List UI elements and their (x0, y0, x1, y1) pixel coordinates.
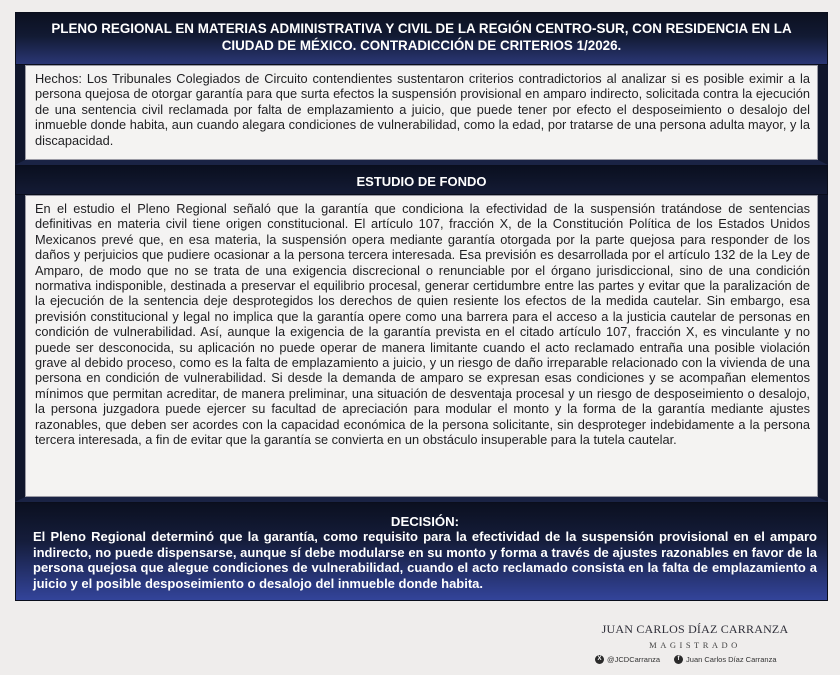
social-facebook-name: Juan Carlos Díaz Carranza (686, 655, 777, 664)
estudio-banner (15, 165, 828, 195)
decision-text: El Pleno Regional determinó que la garantía, como requisito para la efectividad de la suspensión provisional en el amparo indirecto, no puede dispensarse, aunque sí debe modularse en su monto y forma a través de ajustes razonables en favor de la persona quejosa que alegue condiciones de vulnerabilidad, cuando el acto reclamado consista en la falta de emplazamiento a juicio y el posible desposeimiento o desalojo del inmueble donde habita. (33, 529, 817, 591)
social-x-link[interactable] (595, 655, 660, 664)
signature-role: MAGISTRADO (649, 640, 741, 650)
estudio-card (15, 195, 828, 502)
signature-name: JUAN CARLOS DÍAZ CARRANZA (601, 622, 789, 636)
social-x-handle: @JCDCarranza (607, 655, 661, 664)
estudio-title: ESTUDIO DE FONDO (356, 174, 487, 189)
social-links (595, 655, 805, 664)
x-logo-icon: X (595, 655, 604, 664)
facebook-icon: f (674, 655, 683, 664)
document-title: PLENO REGIONAL EN MATERIAS ADMINISTRATIVA Y CIVIL DE LA REGIÓN CENTRO-SUR, CON RESIDENCIA EN LA CIUDAD DE MÉXICO. CONTRADICCIÓN DE CRITERIOS 1/2026. (51, 21, 792, 53)
hechos-card (15, 65, 828, 165)
decision-banner (15, 502, 828, 601)
social-facebook-link[interactable] (674, 655, 776, 664)
estudio-text: En el estudio el Pleno Regional señaló que la garantía que condiciona la efectividad de la suspensión tratándose de sentencias definitivas en materia civil tiene origen constitucional. El artículo 107, fracción X, de la Constitución Política de los Estados Unidos Mexicanos prevé que, en esa materia, la suspensión opera mediante garantía otorgada por la parte quejosa para responder de los daños y perjuicios que pudiere ocasionar a la persona tercera interesada. Esa previsión es desarrollada por el artículo 132 de la Ley de Amparo, de modo que no se trata de una exigencia discrecional o renunciable por el órgano jurisdiccional, sino de una condición normativa indisponible, destinada a preservar el equilibrio procesal, generar certidumbre entre las partes y evitar que la paralización de la ejecución de la sentencia deje desprotegidos los derechos de quien resiente los efectos de la medida cautelar. Sin embargo, esa previsión constitucional y legal no implica que la garantía opere como una barrera para el acceso a la justicia cautelar de personas en condición de vulnerabilidad. Así, aunque la exigencia de la garantía prevista en el citado artículo 107, fracción X, es vinculante y no puede ser desconocida, su aplicación no puede operar de manera limitante cuando el acto reclamado entraña una posible violación grave al debido proceso, como es la falta de emplazamiento a juicio, y un riesgo de daño irreparable relacionado con la vivienda de una persona en condición de vulnerabilidad. Si desde la demanda de amparo se expresan esas condiciones y se acompañan elementos mínimos que permitan acreditar, de manera preliminar, una situación de desventaja procesal y un riesgo de desposeimiento o desalojo, la persona juzgadora puede ejercer su facultad de apreciación para modular el monto y la forma de la garantía mediante ajustes razonables, que deben ser acordes con la capacidad económica de la persona solicitante, sin desproteger indebidamente a la persona tercera interesada, a fin de evitar que la garantía se convierta en un obstáculo insuperable para la tutela cautelar. (25, 195, 818, 497)
signature-block (585, 622, 805, 664)
decision-title: DECISIÓN: (390, 514, 460, 529)
hechos-text: Hechos: Los Tribunales Colegiados de Circuito contendientes sustentaron criterios contradictorios al analizar si es posible eximir a la persona quejosa de otorgar garantía para que surta efectos la suspensión provisional en amparo indirecto, solicitada contra la ejecución de una sentencia civil reclamada por falta de emplazamiento a juicio, que puede tener por efecto el desposeimiento o desalojo del inmueble donde habita, aun cuando alegara condiciones de vulnerabilidad, como la edad, por tratarse de una persona adulta mayor, y la discapacidad. (25, 65, 818, 160)
header-banner (15, 12, 828, 65)
